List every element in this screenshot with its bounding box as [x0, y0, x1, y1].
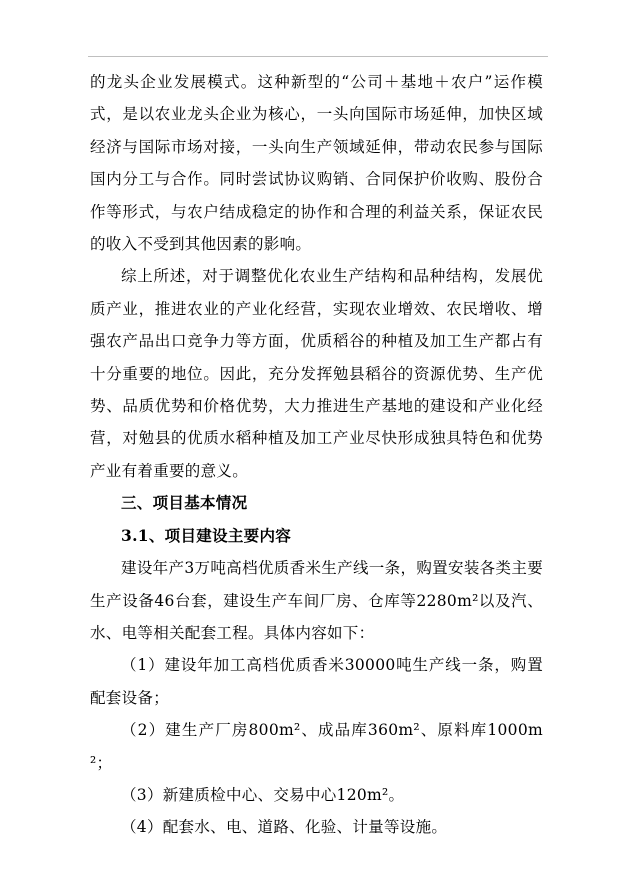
- list-item: （3）新建质检中心、交易中心120m²。: [121, 785, 405, 804]
- list-item: （4）配套水、电、道路、化验、计量等设施。: [121, 818, 448, 837]
- subsection-heading: 3.1、项目建设主要内容: [121, 525, 292, 545]
- paragraph-overview: 建设年产3万吨高档优质香米生产线一条，购置安装各类主要生产设备46台套，建设生产车间厂房、仓库等2280m²以及汽、水、电等相关配套工程。具体内容如下：: [90, 559, 543, 642]
- document-body: [90, 66, 543, 844]
- paragraph-continuation: 的龙头企业发展模式。这种新型的“公司＋基地＋农户”运作模式，是以农业龙头企业为核心，一头向国际市场延伸，加快区域经济与国际市场对接，一头向生产领域延伸，带动农民参与国际国内分工与合作。同时尝试协议购销、合同保护价收购、股份合作等形式，与农户结成稳定的协作和合理的利益关系，保证农民的收入不受到其他因素的影响。: [90, 73, 543, 254]
- paragraph-summary: 综上所述，对于调整优化农业生产结构和品种结构，发展优质产业，推进农业的产业化经营，实现农业增效、农民增收、增强农产品出口竞争力等方面，优质稻谷的种植及加工生产都占有十分重要的地位。因此，充分发挥勉县稻谷的资源优势、生产优势、品质优势和价格优势，大力推进生产基地的建设和产业化经营，对勉县的优质水稻种植及加工产业尽快形成独具特色和优势产业有着重要的意义。: [90, 267, 543, 480]
- list-item: （2）建生产厂房800m²、成品库360m²、原料库1000m²；: [90, 721, 543, 772]
- section-heading: 三、项目基本情况: [121, 493, 248, 513]
- list-item: （1）建设年加工高档优质香米30000吨生产线一条，购置配套设备；: [90, 656, 543, 707]
- header-divider: [88, 56, 548, 57]
